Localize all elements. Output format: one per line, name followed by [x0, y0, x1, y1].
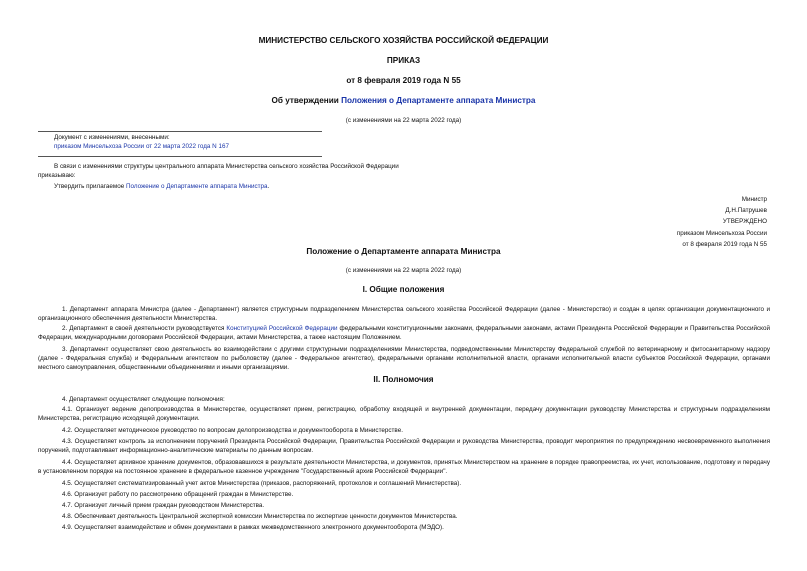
approve-line — [54, 182, 269, 191]
paragraph-3: 3. Департамент осуществляет свою деятельность во взаимодействии с другими структурными подразделениями Министерства, подведомственными Министерству Федеральной службой по ветеринарному и фитосанитарному надзору (далее - Федеральная служба) и Федеральным агентством по рыболовству (далее - Федеральное агентство), федеральными органами исполнительной власти, органами исполнительной власти субъектов Российской Федерации, органами местного самоуправления, общественными объединениями и иными организациями. — [38, 346, 770, 372]
signature-block — [677, 194, 767, 250]
paragraph-4-6: 4.6. Организует работу по рассмотрению обращений граждан в Министерстве. — [62, 491, 294, 498]
approved-label: УТВЕРЖДЕНО — [722, 218, 767, 226]
approved-order-date: от 8 февраля 2019 года N 55 — [682, 240, 767, 248]
paragraph-4-7: 4.7. Организует личный прием граждан руководством Министерства. — [62, 502, 265, 509]
order-date-number: от 8 февраля 2019 года N 55 — [346, 76, 461, 85]
paragraph-2 — [38, 324, 770, 342]
paragraph-4-5: 4.5. Осуществляет систематизированный учет актов Министерства (приказов, распоряжений, протоколов и соглашений Министерства). — [62, 480, 462, 487]
signature-name: Д.Н.Патрушев — [725, 207, 767, 215]
regulation-changes-note: (с изменениями на 22 марта 2022 года) — [345, 267, 462, 274]
approve-suffix: . — [267, 183, 270, 190]
paragraph-4: 4. Департамент осуществляет следующие полномочия: — [62, 396, 225, 403]
amendments-link[interactable]: приказом Минсельхоза России от 22 марта 2022 года N 167 — [54, 143, 229, 150]
preamble-line-2: приказываю: — [38, 172, 76, 179]
paragraph-4-8: 4.8. Обеспечивает деятельность Центральной экспертной комиссии Министерства по экспертизе ценности документов Министерства. — [62, 513, 458, 520]
paragraph-4-3: 4.3. Осуществляет контроль за исполнением поручений Президента Российской Федерации, Правительства Российской Федерации и руководства Министерства, проводит мероприятия по предупреждению несвоевременного выполнения поручений, подготавливает информационно-аналитические материалы по данным вопросам. — [38, 438, 770, 455]
constitution-link[interactable]: Конституцией Российской Федерации — [226, 325, 338, 332]
paragraph-1: 1. Департамент аппарата Министра (далее - Департамент) является структурным подразделением Министерства сельского хозяйства Российской Федерации (далее - Министерство) и создан в целях организации документационного и организационного обеспечения деятельности Министерства. — [38, 306, 770, 323]
order-changes-note: (с изменениями на 22 марта 2022 года) — [345, 117, 462, 124]
paragraph-2-suffix: федеральными конституционными законами, федеральными законами, актами Президента Российской Федерации и Правительства Российской Федерации, международными договорами Российской Федерации, актами Министерства, а также настоящим Положением. — [38, 325, 770, 342]
doc-type-heading: ПРИКАЗ — [386, 56, 421, 65]
approve-prefix: Утвердить прилагаемое — [54, 183, 126, 190]
signature-position: Министр — [741, 196, 767, 203]
paragraph-4-2: 4.2. Осуществляет методическое руководство по вопросам делопроизводства и документооборота в Министерстве. — [62, 427, 403, 434]
approve-link[interactable]: Положение о Департаменте аппарата Министра — [125, 183, 268, 190]
divider-bottom — [38, 156, 322, 157]
section-2-heading: II. Полномочия — [373, 375, 434, 384]
section-1-heading: I. Общие положения — [362, 285, 445, 294]
paragraph-2-prefix: 2. Департамент в своей деятельности руководствуется — [62, 325, 227, 332]
preamble-line-1: В связи с изменениями структуры центрального аппарата Министерства сельского хозяйства Российской Федерации — [54, 163, 399, 170]
order-title-link[interactable]: Положения о Департаменте аппарата Министра — [341, 96, 536, 105]
order-title-prefix: Об утверждении — [271, 96, 342, 105]
paragraph-4-1: 4.1. Организует ведение делопроизводства в Министерстве, осуществляет прием, регистрацию, обработку входящей и внутренней документации, передачу документации руководству Министерства и структурным подразделениям Министерства, регистрацию исходящей документации. — [38, 406, 770, 423]
approved-by-order: приказом Минсельхоза России — [676, 229, 767, 237]
paragraph-4-4: 4.4. Осуществляет архивное хранение документов, образовавшихся в результате деятельности Министерства, и документов, принятых Министерством на хранение в порядке правопреемства, их учет, использование, подготовку и передачу в установленном порядке на постоянное хранение в федеральное казенное учреждение "Государственный архив Российской Федерации". — [38, 459, 770, 476]
divider-top — [38, 131, 322, 132]
paragraph-4-9: 4.9. Осуществляет взаимодействие и обмен документами в рамках межведомственного электронного документооборота (МЭДО). — [62, 524, 444, 531]
ministry-heading: МИНИСТЕРСТВО СЕЛЬСКОГО ХОЗЯЙСТВА РОССИЙСКОЙ ФЕДЕРАЦИИ — [258, 36, 549, 45]
regulation-title: Положение о Департаменте аппарата Министра — [306, 247, 501, 256]
amendments-label: Документ с изменениями, внесенными: — [54, 134, 170, 141]
order-title — [0, 96, 807, 105]
